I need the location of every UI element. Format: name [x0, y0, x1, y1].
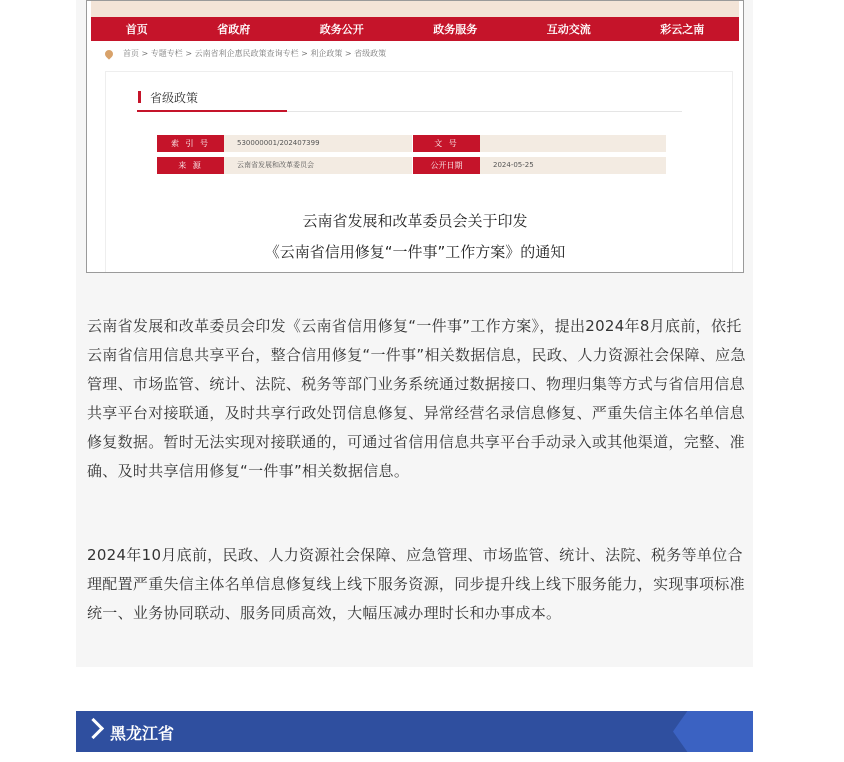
meta-docno-value: [480, 135, 666, 152]
nav-item-interaction[interactable]: 互动交流: [546, 23, 591, 36]
meta-docno-label: 文 号: [413, 135, 480, 152]
header-strip: [91, 1, 739, 17]
meta-index-value: 530000001/202407399: [224, 135, 412, 152]
section-underline: [137, 110, 287, 112]
banner-title: 黑龙江省: [110, 724, 175, 743]
province-banner: [76, 711, 753, 752]
article-paragraph-1: 云南省发展和改革委员会印发《云南省信用修复“一件事”工作方案》，提出2024年8月底前，依托云南省信用信息共享平台，整合信用修复“一件事”相关数据信息，民政、人力资源社会保障、应急管理、市场监管、统计、法院、税务等部门业务系统通过数据接口、物理归集等方式与省信用信息共享平台对接联通，及时共享行政处罚信息修复、异常经营名录信息修复、严重失信主体名单信息修复数据。暂时无法实现对接联通的，可通过省信用信息共享平台手动录入或其他渠道，完整、准确、及时共享信用修复“一件事”相关数据信息。: [87, 317, 746, 480]
banner-decoration: [673, 711, 753, 752]
meta-source-value: 云南省发展和改革委员会: [224, 157, 412, 174]
nav-item-government[interactable]: 省政府: [217, 23, 251, 36]
section-title: 省级政策: [150, 91, 199, 105]
chevron-right-icon: [83, 718, 104, 739]
location-pin-icon: [103, 48, 114, 59]
breadcrumb: [105, 48, 386, 59]
nav-item-services[interactable]: 政务服务: [433, 23, 478, 36]
section-marker: [138, 91, 141, 103]
meta-date-label: 公开日期: [413, 157, 480, 174]
nav-item-home[interactable]: 首页: [125, 23, 148, 36]
doc-title-line2: 《云南省信用修复“一件事”工作方案》的通知: [264, 243, 566, 261]
meta-source-label: 来 源: [157, 157, 224, 174]
nav-item-public-affairs[interactable]: 政务公开: [319, 23, 364, 36]
meta-index-label: 索 引 号: [157, 135, 224, 152]
article-paragraph-2: 2024年10月底前，民政、人力资源社会保障、应急管理、市场监管、统计、法院、税务等单位合理配置严重失信主体名单信息修复线上线下服务资源，同步提升线上线下服务能力，实现事项标准统一、业务协同联动、服务同质高效，大幅压减办理时长和办事成本。: [87, 546, 745, 622]
meta-date-value: 2024-05-25: [480, 157, 666, 174]
embedded-screenshot: [86, 0, 744, 273]
nav-item-yunnan[interactable]: 彩云之南: [660, 23, 705, 36]
top-nav: [91, 17, 739, 41]
breadcrumb-text[interactable]: 首页 > 专题专栏 > 云南省利企惠民政策查询专栏 > 利企政策 > 省级政策: [123, 49, 387, 58]
doc-title-line1: 云南省发展和改革委员会关于印发: [302, 212, 528, 230]
